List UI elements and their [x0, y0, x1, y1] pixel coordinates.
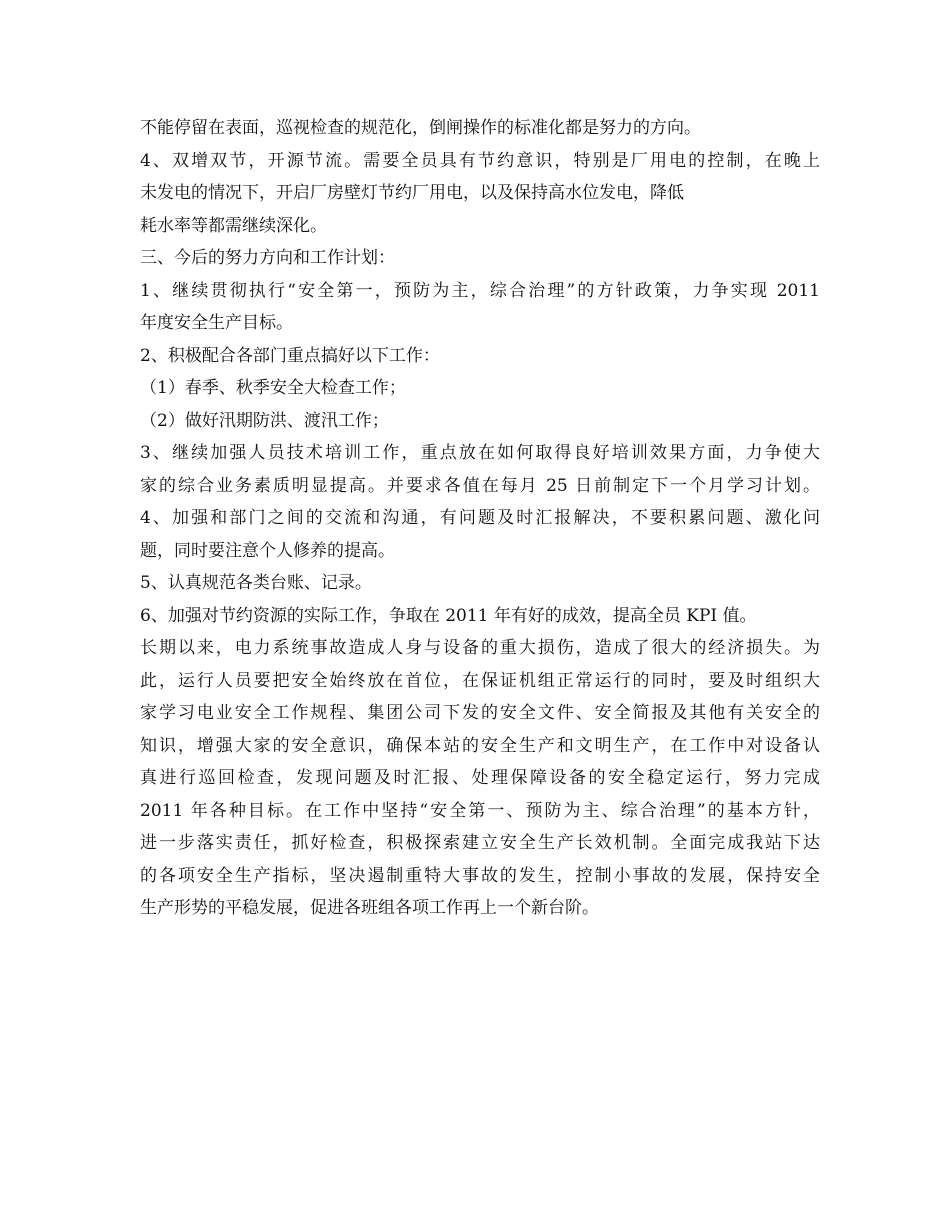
text-line: 2011 年各种目标。在工作中坚持“安全第一、预防为主、综合治理”的基本方针，	[140, 800, 820, 821]
text-line: 知识，增强大家的安全意识，确保本站的安全生产和文明生产，在工作中对设备认	[140, 735, 820, 756]
text-line: （1）春季、秋季安全大检查工作；	[140, 378, 406, 398]
text-line: 5、认真规范各类台账、记录。	[140, 573, 372, 593]
section-heading: 三、今后的努力方向和工作计划：	[140, 248, 395, 268]
text-line: 4、双增双节，开源节流。需要全员具有节约意识，特别是厂用电的控制，在晚上	[140, 150, 820, 171]
text-line: 4、加强和部门之间的交流和沟通，有问题及时汇报解决，不要积累问题、激化问	[140, 508, 820, 528]
text-line: 的各项安全生产指标，坚决遏制重特大事故的发生，控制小事故的发展，保持安全	[140, 865, 820, 886]
text-line: 6、加强对节约资源的实际工作，争取在 2011 年有好的成效，提高全员 KPI 值。	[140, 605, 757, 626]
text-line: 长期以来，电力系统事故造成人身与设备的重大损伤，造成了很大的经济损失。为	[140, 638, 820, 658]
text-line: 家学习电业安全工作规程、集团公司下发的安全文件、安全简报及其他有关安全的	[140, 703, 820, 723]
text-line: 家的综合业务素质明显提高。并要求各值在每月 25 日前制定下一个月学习计划。	[140, 475, 820, 496]
text-line: 此，运行人员要把安全始终放在首位，在保证机组正常运行的同时，要及时组织大	[140, 670, 820, 691]
text-line: 不能停留在表面，巡视检查的规范化，倒闸操作的标准化都是努力的方向。	[140, 118, 701, 138]
text-line: 生产形势的平稳发展，促进各班组各项工作再上一个新台阶。	[140, 898, 599, 918]
text-line: 耗水率等都需继续深化。	[140, 215, 327, 236]
text-line: 年度安全生产目标。	[140, 313, 293, 333]
text-line: 3、继续加强人员技术培训工作，重点放在如何取得良好培训效果方面，力争使大	[140, 443, 820, 463]
text-line: 题，同时要注意个人修养的提高。	[140, 540, 395, 561]
text-line: 进一步落实责任，抓好检查，积极探索建立安全生产长效机制。全面完成我站下达	[140, 833, 820, 853]
text-line: 2、积极配合各部门重点搞好以下工作：	[140, 345, 440, 366]
text-line: 未发电的情况下，开启厂房壁灯节约厂用电，以及保持高水位发电，降低	[140, 183, 684, 203]
document-body	[140, 112, 820, 925]
text-line: 1、继续贯彻执行“安全第一，预防为主，综合治理”的方针政策，力争实现 2011	[140, 280, 820, 301]
text-line: （2）做好汛期防洪、渡汛工作；	[140, 410, 389, 431]
text-line: 真进行巡回检查，发现问题及时汇报、处理保障设备的安全稳定运行，努力完成	[140, 768, 820, 788]
